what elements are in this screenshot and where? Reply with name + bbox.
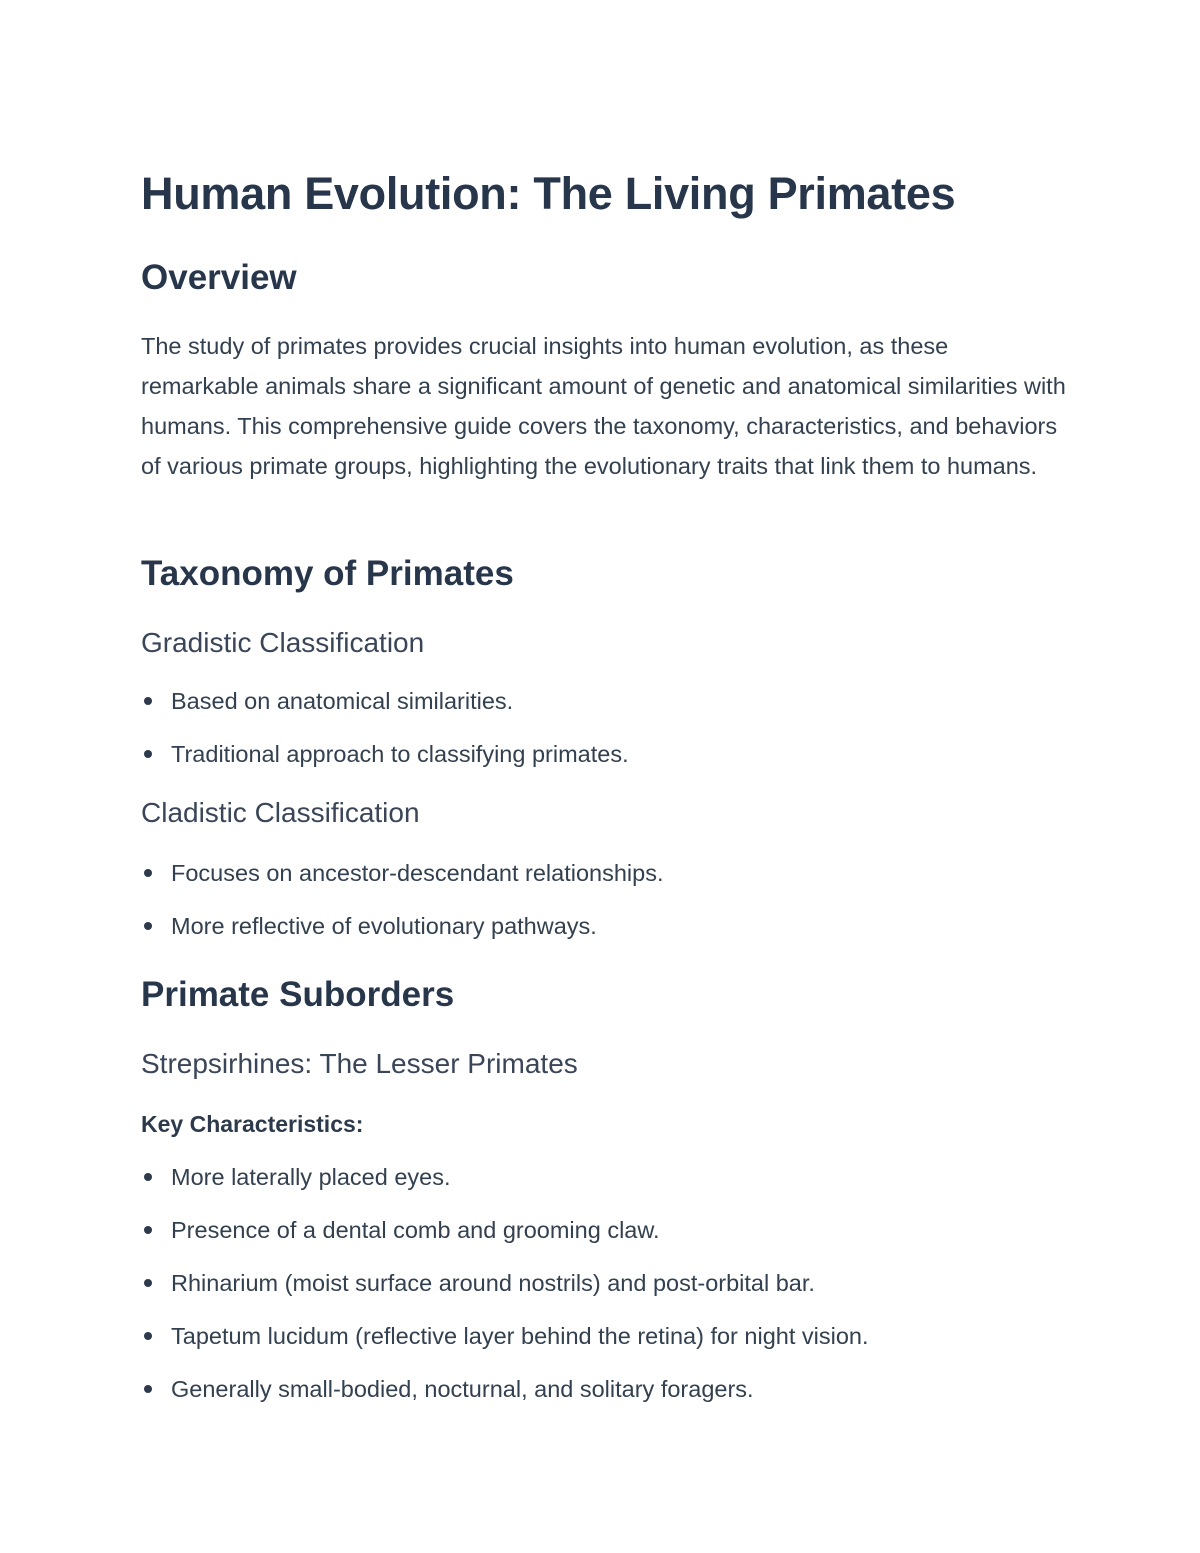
list-item: Tapetum lucidum (reflective layer behind the retina) for night vision. xyxy=(141,1321,1071,1374)
gradistic-list xyxy=(141,686,1071,792)
bullet-icon xyxy=(144,922,152,930)
list-item: Presence of a dental comb and grooming claw. xyxy=(141,1215,1071,1268)
bullet-icon xyxy=(144,1226,152,1234)
list-item: Generally small-bodied, nocturnal, and solitary foragers. xyxy=(141,1374,1071,1427)
bullet-icon xyxy=(144,697,152,705)
list-item: Traditional approach to classifying primates. xyxy=(141,739,1071,792)
bullet-icon xyxy=(144,869,152,877)
taxonomy-heading: Taxonomy of Primates xyxy=(141,554,514,593)
gradistic-heading: Gradistic Classification xyxy=(141,627,425,658)
cladistic-list xyxy=(141,858,1071,964)
key-characteristics-label: Key Characteristics: xyxy=(141,1111,364,1137)
suborders-heading: Primate Suborders xyxy=(141,975,455,1014)
list-item: Rhinarium (moist surface around nostrils) and post-orbital bar. xyxy=(141,1268,1071,1321)
list-item: Focuses on ancestor-descendant relationships. xyxy=(141,858,1071,911)
overview-paragraph: The study of primates provides crucial insights into human evolution, as these remarkable animals share a significant amount of genetic and anatomical similarities with humans. This comprehensive guide covers the taxonomy, characteristics, and behaviors of various primate groups, highlighting the evolutionary traits that link them to humans. xyxy=(141,333,1066,479)
document-title: Human Evolution: The Living Primates xyxy=(141,168,956,219)
bullet-icon xyxy=(144,750,152,758)
bullet-icon xyxy=(144,1279,152,1287)
list-item: Based on anatomical similarities. xyxy=(141,686,1071,739)
strepsirhines-heading: Strepsirhines: The Lesser Primates xyxy=(141,1048,578,1079)
list-item: More reflective of evolutionary pathways. xyxy=(141,911,1071,964)
strepsirhines-list xyxy=(141,1162,1071,1427)
cladistic-heading: Cladistic Classification xyxy=(141,797,420,828)
bullet-icon xyxy=(144,1173,152,1181)
bullet-icon xyxy=(144,1332,152,1340)
bullet-icon xyxy=(144,1385,152,1393)
overview-heading: Overview xyxy=(141,258,297,297)
list-item: More laterally placed eyes. xyxy=(141,1162,1071,1215)
